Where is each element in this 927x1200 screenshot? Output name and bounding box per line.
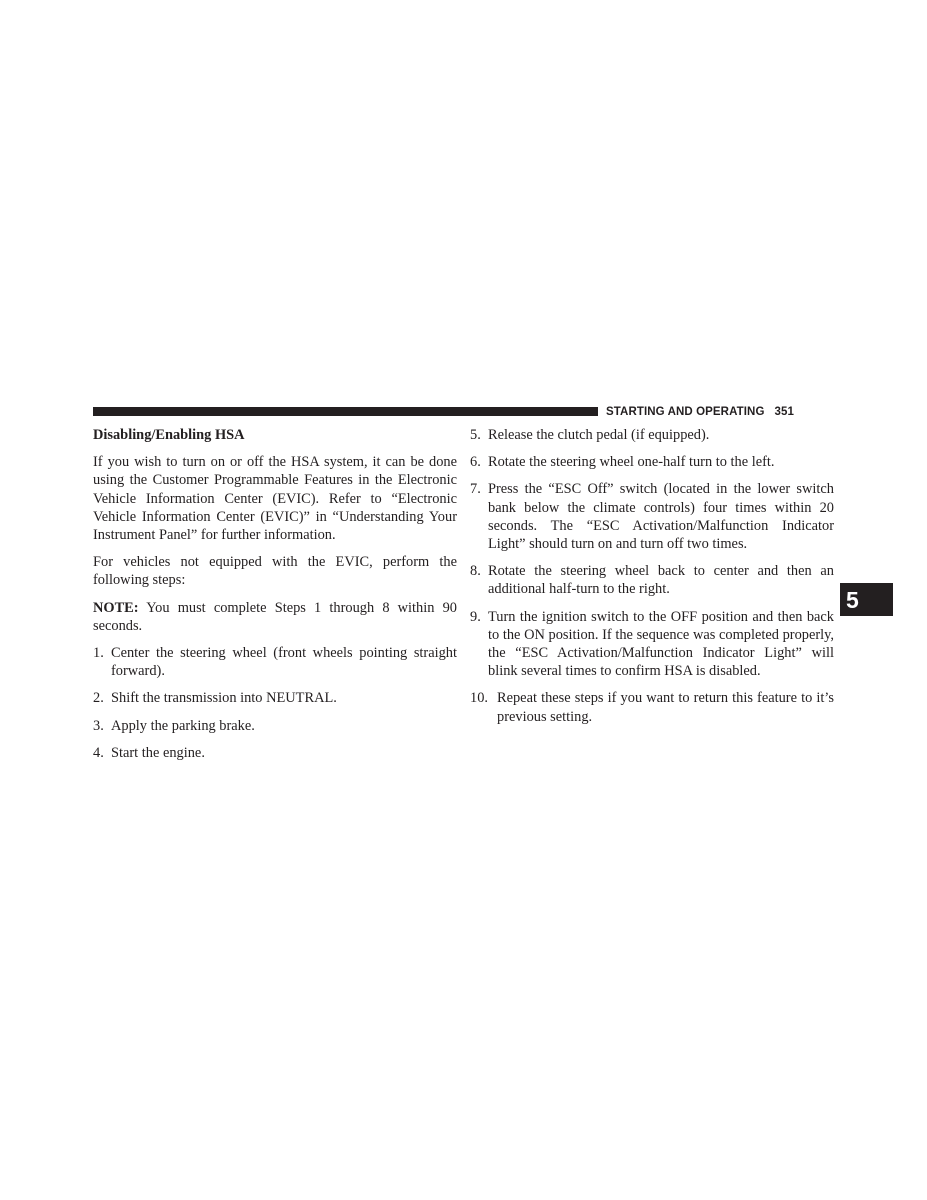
step-text: Center the steering wheel (front wheels pointing straight forward).	[111, 645, 457, 680]
step-number: 7.	[470, 481, 481, 498]
no-evic-paragraph: For vehicles not equipped with the EVIC, perform the following steps:	[93, 554, 457, 589]
list-item	[93, 744, 457, 762]
list-item	[470, 426, 834, 444]
list-item	[470, 453, 834, 471]
step-text: Rotate the steering wheel back to center and then an additional half-turn to the right.	[488, 563, 834, 598]
intro-paragraph: If you wish to turn on or off the HSA system, it can be done using the Customer Programmable Features in the Electronic Vehicle Information Center (EVIC). Refer to “Electronic Vehicle Information Center (EVIC)” in “Understanding Your Instrument Panel” for further information.	[93, 454, 457, 544]
list-item	[470, 562, 834, 598]
left-column	[93, 426, 457, 771]
step-text: Shift the transmission into NEUTRAL.	[111, 690, 337, 707]
step-number: 6.	[470, 454, 481, 471]
list-item	[93, 689, 457, 707]
step-number: 2.	[93, 690, 104, 707]
list-item	[470, 608, 834, 681]
step-number: 8.	[470, 563, 481, 580]
right-column	[470, 426, 834, 735]
list-item	[93, 644, 457, 680]
step-text: Release the clutch pedal (if equipped).	[488, 427, 710, 443]
step-text: Start the engine.	[111, 744, 205, 761]
step-number: 1.	[93, 645, 104, 662]
step-number: 4.	[93, 744, 104, 761]
chapter-tab	[840, 583, 893, 616]
step-text: Press the “ESC Off” switch (located in the lower switch bank below the climate controls) four times within 20 seconds. The “ESC Activation/Malfunction Indicator Light” should turn on and turn off two times.	[488, 481, 834, 553]
chapter-number: 5	[846, 587, 859, 613]
note-text: You must complete Steps 1 through 8 within 90 seconds.	[93, 599, 457, 634]
step-number: 5.	[470, 427, 481, 443]
section-heading: Disabling/Enabling HSA	[93, 427, 245, 443]
list-item	[93, 717, 457, 735]
step-text: Turn the ignition switch to the OFF position and then back to the ON position. If the sequence was completed properly, the “ESC Activation/Malfunction Indicator Light” will blink several times to confirm HSA is disabled.	[488, 608, 834, 680]
note-paragraph	[93, 599, 457, 635]
note-label: NOTE:	[93, 599, 139, 616]
steps-list-left	[93, 644, 457, 762]
step-text: Apply the parking brake.	[111, 717, 255, 734]
list-item	[470, 480, 834, 553]
header-rule	[93, 407, 598, 416]
step-text: Rotate the steering wheel one-half turn to the left.	[488, 454, 775, 471]
step-text: Repeat these steps if you want to return this feature to it’s previous setting.	[497, 690, 834, 725]
step-number: 10.	[470, 690, 488, 707]
steps-list-right	[470, 426, 834, 726]
step-number: 3.	[93, 717, 104, 734]
step-number: 9.	[470, 608, 481, 625]
running-header	[606, 405, 794, 419]
page-number: 351	[774, 406, 795, 418]
section-title: STARTING AND OPERATING	[606, 406, 765, 418]
list-item	[470, 689, 834, 725]
